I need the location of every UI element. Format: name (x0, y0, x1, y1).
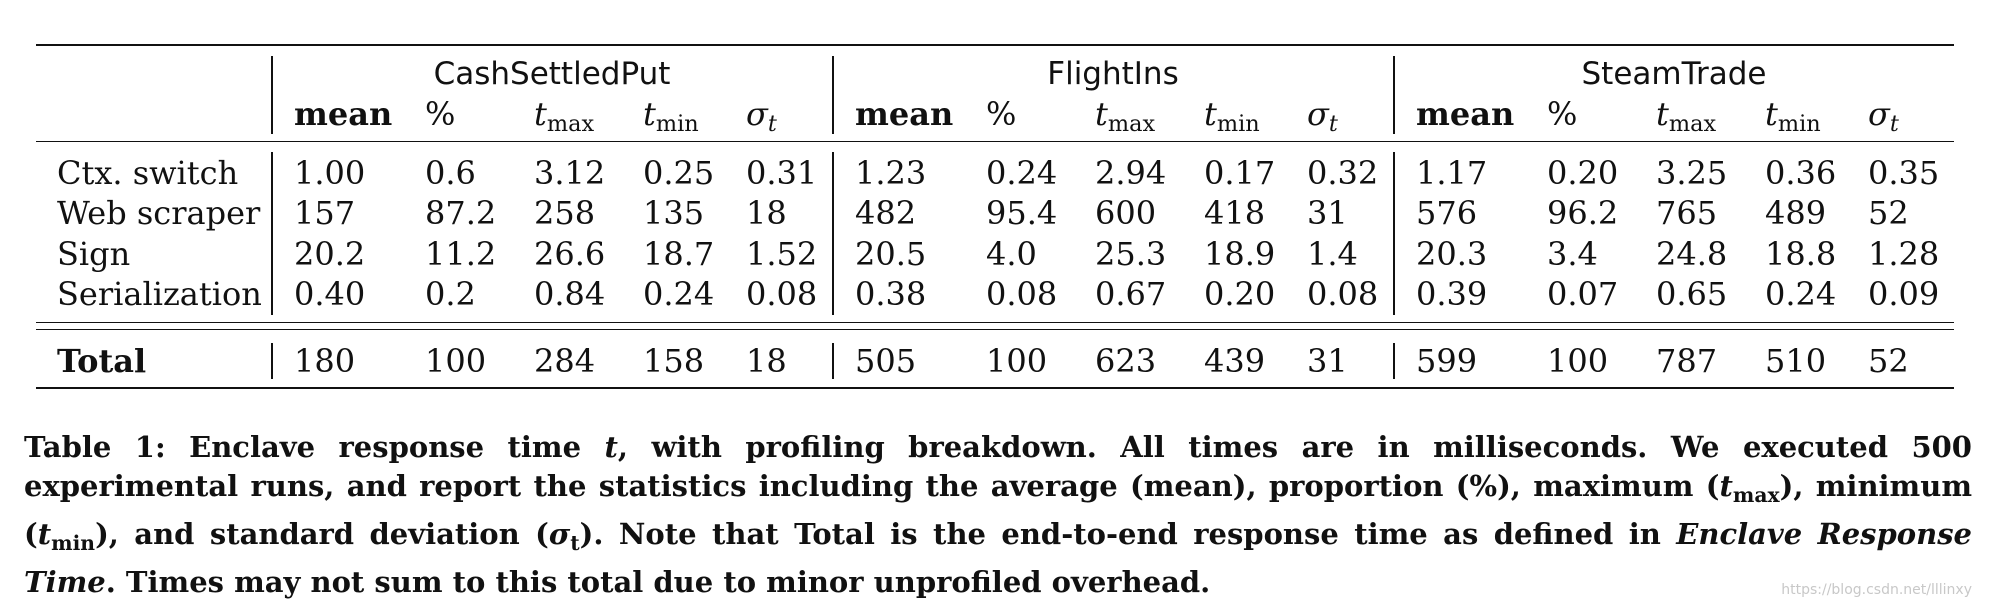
table-cell: 0.07 (1547, 275, 1619, 313)
table-cell: 0.31 (746, 154, 818, 192)
table-cell: 1.00 (294, 154, 366, 192)
subheader-tmax (1656, 94, 1716, 144)
subheader-tmin (1765, 94, 1821, 144)
row-label: Sign (57, 235, 131, 273)
subheader-tmin-sub: min (1216, 111, 1260, 137)
caption-sigma-sub: t (570, 531, 580, 555)
table-cell: 0.20 (1547, 154, 1619, 192)
subheader-sigma (1868, 94, 1899, 144)
subheader-mean: mean (294, 95, 393, 133)
total-cell: 100 (986, 342, 1048, 380)
table-cell: 0.24 (643, 275, 715, 313)
table-cell: 1.17 (1416, 154, 1488, 192)
table-cell: 0.39 (1416, 275, 1488, 313)
subheader-tmin-sub: min (655, 111, 699, 137)
subheader-tmax-sub: max (1668, 111, 1717, 137)
subheader-tmin (1204, 94, 1260, 144)
subheader-sigma-symbol: σ (1868, 95, 1890, 133)
table-cell: 1.52 (746, 235, 818, 273)
table-cell: 1.4 (1307, 235, 1358, 273)
total-cell: 100 (425, 342, 487, 380)
total-cell: 439 (1204, 342, 1266, 380)
caption-tmin-sub: min (51, 531, 96, 555)
caption-sigma: σ (548, 517, 571, 551)
caption-tmax-sub: max (1732, 483, 1780, 507)
caption-part-1: Table 1: Enclave response time (24, 430, 605, 464)
table-cell: 2.94 (1095, 154, 1167, 192)
table-cell: 0.08 (986, 275, 1058, 313)
total-cell: 180 (294, 342, 356, 380)
table-cell: 0.08 (746, 275, 818, 313)
separator-group2-body (1393, 152, 1395, 315)
table-cell: 18 (746, 194, 787, 232)
subheader-tmin-t: t (643, 95, 656, 133)
table-cell: 0.65 (1656, 275, 1728, 313)
table-cell: 18.7 (643, 235, 715, 273)
caption-part-3: ), minimum ( (24, 469, 1973, 551)
total-cell: 284 (534, 342, 596, 380)
table-cell: 765 (1656, 194, 1718, 232)
table-cell: 482 (855, 194, 917, 232)
total-double-rule-1 (36, 322, 1954, 323)
table-cell: 20.2 (294, 235, 366, 273)
subheader-mean: mean (1416, 95, 1515, 133)
table-cell: 24.8 (1656, 235, 1728, 273)
top-rule (36, 44, 1954, 46)
table-cell: 0.35 (1868, 154, 1940, 192)
total-cell: 505 (855, 342, 917, 380)
subheader-tmax (534, 94, 594, 144)
table-caption (24, 428, 1972, 602)
total-cell: 18 (746, 342, 787, 380)
table-cell: 489 (1765, 194, 1827, 232)
subheader-sigma-symbol: σ (1307, 95, 1329, 133)
table-cell: 0.2 (425, 275, 476, 313)
caption-part-2: , with profiling breakdown. All times are in milliseconds. We executed 500 experimental runs, and report the statistics including the average (mean), proportion (%), maximum ( (24, 430, 1972, 503)
bottom-rule (36, 387, 1954, 389)
total-cell: 510 (1765, 342, 1827, 380)
subheader-sigma-symbol: σ (746, 95, 768, 133)
separator-label-body (271, 152, 273, 315)
table-cell: 0.84 (534, 275, 606, 313)
subheader-sigma-sub: t (1328, 111, 1338, 137)
table-cell: 0.24 (1765, 275, 1837, 313)
table-cell: 87.2 (425, 194, 497, 232)
row-label: Serialization (57, 275, 262, 313)
caption-tmin: t (37, 517, 52, 551)
table-cell: 258 (534, 194, 596, 232)
table-cell: 0.38 (855, 275, 927, 313)
table-cell: 25.3 (1095, 235, 1167, 273)
table-cell: 3.4 (1547, 235, 1598, 273)
subheader-tmax-sub: max (1107, 111, 1156, 137)
table-cell: 3.25 (1656, 154, 1728, 192)
table-cell: 1.23 (855, 154, 927, 192)
subheader-tmin-t: t (1765, 95, 1778, 133)
table-cell: 11.2 (425, 235, 497, 273)
group-title-cashsettledput: CashSettledPut (433, 56, 671, 92)
caption-tmax: t (1719, 469, 1733, 503)
table-cell: 157 (294, 194, 356, 232)
total-row-label: Total (57, 342, 147, 380)
total-cell: 52 (1868, 342, 1909, 380)
table-cell: 31 (1307, 194, 1348, 232)
group-title-steamtrade: SteamTrade (1581, 56, 1767, 92)
total-cell: 100 (1547, 342, 1609, 380)
table-cell: 20.5 (855, 235, 927, 273)
table-cell: 0.32 (1307, 154, 1379, 192)
table-cell: 0.17 (1204, 154, 1276, 192)
caption-reference: Enclave Response Time (24, 517, 1972, 599)
total-cell: 787 (1656, 342, 1718, 380)
total-cell: 599 (1416, 342, 1478, 380)
table-cell: 600 (1095, 194, 1157, 232)
subheader-sigma (746, 94, 777, 144)
subheader-tmin-sub: min (1777, 111, 1821, 137)
subheader-tmin (643, 94, 699, 144)
row-label: Ctx. switch (57, 154, 239, 192)
subheader-sigma (1307, 94, 1338, 144)
subheader-tmax-t: t (1656, 95, 1669, 133)
total-cell: 31 (1307, 342, 1348, 380)
table-cell: 4.0 (986, 235, 1037, 273)
table-cell: 52 (1868, 194, 1909, 232)
table-cell: 0.40 (294, 275, 366, 313)
subheader-sigma-sub: t (767, 111, 777, 137)
table-cell: 418 (1204, 194, 1266, 232)
separator-label-total (271, 343, 273, 379)
table-cell: 0.24 (986, 154, 1058, 192)
table-cell: 3.12 (534, 154, 606, 192)
caption-part-4: ), and standard deviation ( (95, 517, 549, 551)
table-cell: 18.9 (1204, 235, 1276, 273)
total-cell: 623 (1095, 342, 1157, 380)
table-cell: 1.28 (1868, 235, 1940, 273)
subheader-mean: mean (855, 95, 954, 133)
subheader-tmin-t: t (1204, 95, 1217, 133)
subheader-sigma-sub: t (1889, 111, 1899, 137)
separator-group2-total (1393, 343, 1395, 379)
total-double-rule-2 (36, 329, 1954, 330)
total-cell: 158 (643, 342, 705, 380)
table-cell: 0.36 (1765, 154, 1837, 192)
subheader-tmax-t: t (1095, 95, 1108, 133)
table-cell: 576 (1416, 194, 1478, 232)
table-cell: 0.20 (1204, 275, 1276, 313)
subheader-tmax (1095, 94, 1155, 144)
subheader-tmax-t: t (534, 95, 547, 133)
table-cell: 0.25 (643, 154, 715, 192)
subheader-percent: % (425, 95, 456, 133)
table-cell: 0.67 (1095, 275, 1167, 313)
group-title-flightins: FlightIns (1047, 56, 1179, 92)
table-cell: 0.6 (425, 154, 476, 192)
table-cell: 0.09 (1868, 275, 1940, 313)
row-label: Web scraper (57, 194, 261, 232)
subheader-percent: % (1547, 95, 1578, 133)
table-cell: 96.2 (1547, 194, 1619, 232)
subheader-tmax-sub: max (546, 111, 595, 137)
caption-part-6: . Times may not sum to this total due to minor unprofiled overhead. (105, 565, 1211, 599)
separator-group1-total (832, 343, 834, 379)
caption-t: t (604, 430, 618, 464)
table-cell: 0.08 (1307, 275, 1379, 313)
table-cell: 20.3 (1416, 235, 1488, 273)
table-cell: 26.6 (534, 235, 606, 273)
table-cell: 135 (643, 194, 705, 232)
watermark-text: https://blog.csdn.net/lllinxy (1781, 582, 1972, 598)
table-cell: 95.4 (986, 194, 1058, 232)
subheader-percent: % (986, 95, 1017, 133)
table-cell: 18.8 (1765, 235, 1837, 273)
caption-part-5: ). Note that Total is the end-to-end response time as defined in (579, 517, 1677, 551)
separator-group1-body (832, 152, 834, 315)
